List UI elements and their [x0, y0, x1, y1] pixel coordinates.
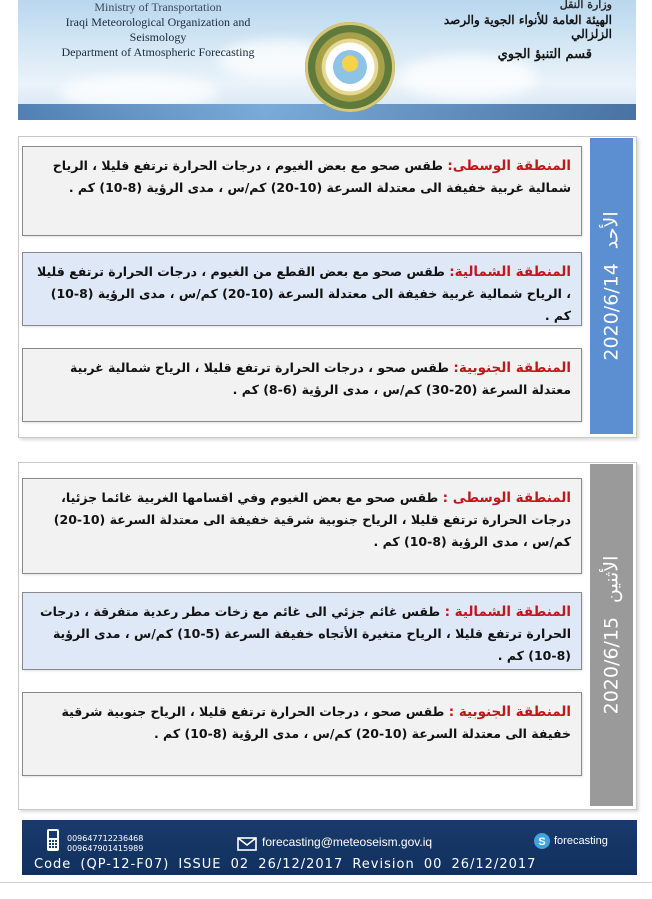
- ministry-name-ar: وزارة النقل: [559, 0, 612, 11]
- skype-handle[interactable]: forecasting: [554, 835, 608, 847]
- forecast-text: طقس صحو مع بعض الغيوم وفي اقسامها الغربية غائما جزئيا، درجات الحرارة ترتفع قليلا ، الرياح جنوبية شرقية خفيفة الى معتدلة السرعة (10-20) كم/س ، مدى الرؤية (8-10) كم .: [53, 490, 571, 549]
- header-banner: [18, 0, 636, 120]
- region-label: المنطقة الجنوبية :: [448, 704, 571, 720]
- email-link[interactable]: forecasting@meteoseism.gov.iq: [262, 835, 433, 849]
- arabic-header: [422, 0, 612, 62]
- org-name-en: Iraqi Meteorological Organization and Seismology: [65, 15, 251, 44]
- document-code-line: Code (QP-12-F07) ISSUE 02 26/12/2017 Revision 00 26/12/2017: [34, 857, 537, 872]
- phone-numbers: [67, 834, 143, 854]
- contact-footer: [22, 820, 637, 875]
- day-2-name: الأثنين: [600, 555, 623, 603]
- svg-text:S: S: [538, 836, 546, 848]
- forecast-south-day-2: [22, 692, 582, 776]
- forecast-central-day-2: [22, 478, 582, 574]
- ministry-name-en: Ministry of Transportation: [94, 0, 222, 14]
- region-label: المنطقة الوسطى :: [442, 490, 571, 506]
- envelope-icon: [237, 836, 257, 855]
- day-1-date-tab: [590, 138, 633, 434]
- forecast-text: طقس صحو مع بعض الغيوم ، درجات الحرارة ترتفع قليلا ، الرياح شمالية غربية خفيفة الى معتدلة السرعة (10-20) كم/س ، مدى الرؤية (8-10) كم .: [52, 158, 571, 195]
- phone-number[interactable]: 009647901415989: [67, 844, 144, 853]
- region-label: المنطقة الوسطى:: [447, 158, 571, 174]
- forecast-text: طقس صحو ، درجات الحرارة ترتفع قليلا ، الرياح شمالية غربية معتدلة السرعة (20-30) كم/س ، مدى الرؤية (6-8) كم .: [70, 360, 571, 397]
- forecast-north-day-1: [22, 252, 582, 326]
- forecast-text: طقس غائم جزئي الى غائم مع زخات مطر رعدية متفرقة ، درجات الحرارة ترتفع قليلا ، الرياح متغيرة الأتجاه خفيفة السرعة (5-10) كم/س ، مدى الرؤية (8-10) كم .: [40, 604, 571, 663]
- header-band: [18, 104, 636, 120]
- skype-icon: [533, 832, 551, 854]
- forecast-text: طقس صحو ، درجات الحرارة ترتفع قليلا ، الرياح جنوبية شرقية خفيفة الى معتدلة السرعة (10-20) كم/س ، مدى الرؤية (8-10) كم .: [61, 704, 571, 741]
- day-1-name: الأحد: [600, 211, 623, 250]
- region-label: المنطقة الجنوبية:: [453, 360, 571, 376]
- english-header: [48, 0, 268, 60]
- forecast-text: طقس صحو مع بعض القطع من الغيوم ، درجات الحرارة ترتفع قليلا ، الرياح شمالية غربية خفيفة الى معتدلة السرعة (10-20) كم/س ، مدى الرؤية (8-10) كم .: [36, 264, 571, 323]
- forecast-south-day-1: [22, 348, 582, 422]
- dept-name-ar: قسم التنبؤ الجوي: [497, 47, 592, 62]
- region-label: المنطقة الشمالية :: [444, 604, 571, 620]
- day-2-date-tab: [590, 464, 633, 806]
- page-divider: [0, 882, 652, 883]
- phone-number[interactable]: 009647712236468: [67, 834, 144, 843]
- day-1-date: 2020/6/14: [600, 263, 623, 361]
- day-2-date: 2020/6/15: [600, 616, 623, 715]
- region-label: المنطقة الشمالية:: [449, 264, 571, 280]
- logo-sun-cloud-icon: [333, 50, 367, 84]
- forecast-north-day-2: [22, 592, 582, 670]
- forecast-central-day-1: [22, 146, 582, 236]
- phone-icon: [46, 828, 60, 856]
- org-name-ar: الهيئة العامة للأنواء الجوية والرصد الزلزالي: [443, 13, 612, 41]
- organization-logo: [305, 22, 395, 112]
- dept-name-en: Department of Atmospheric Forecasting: [61, 45, 255, 59]
